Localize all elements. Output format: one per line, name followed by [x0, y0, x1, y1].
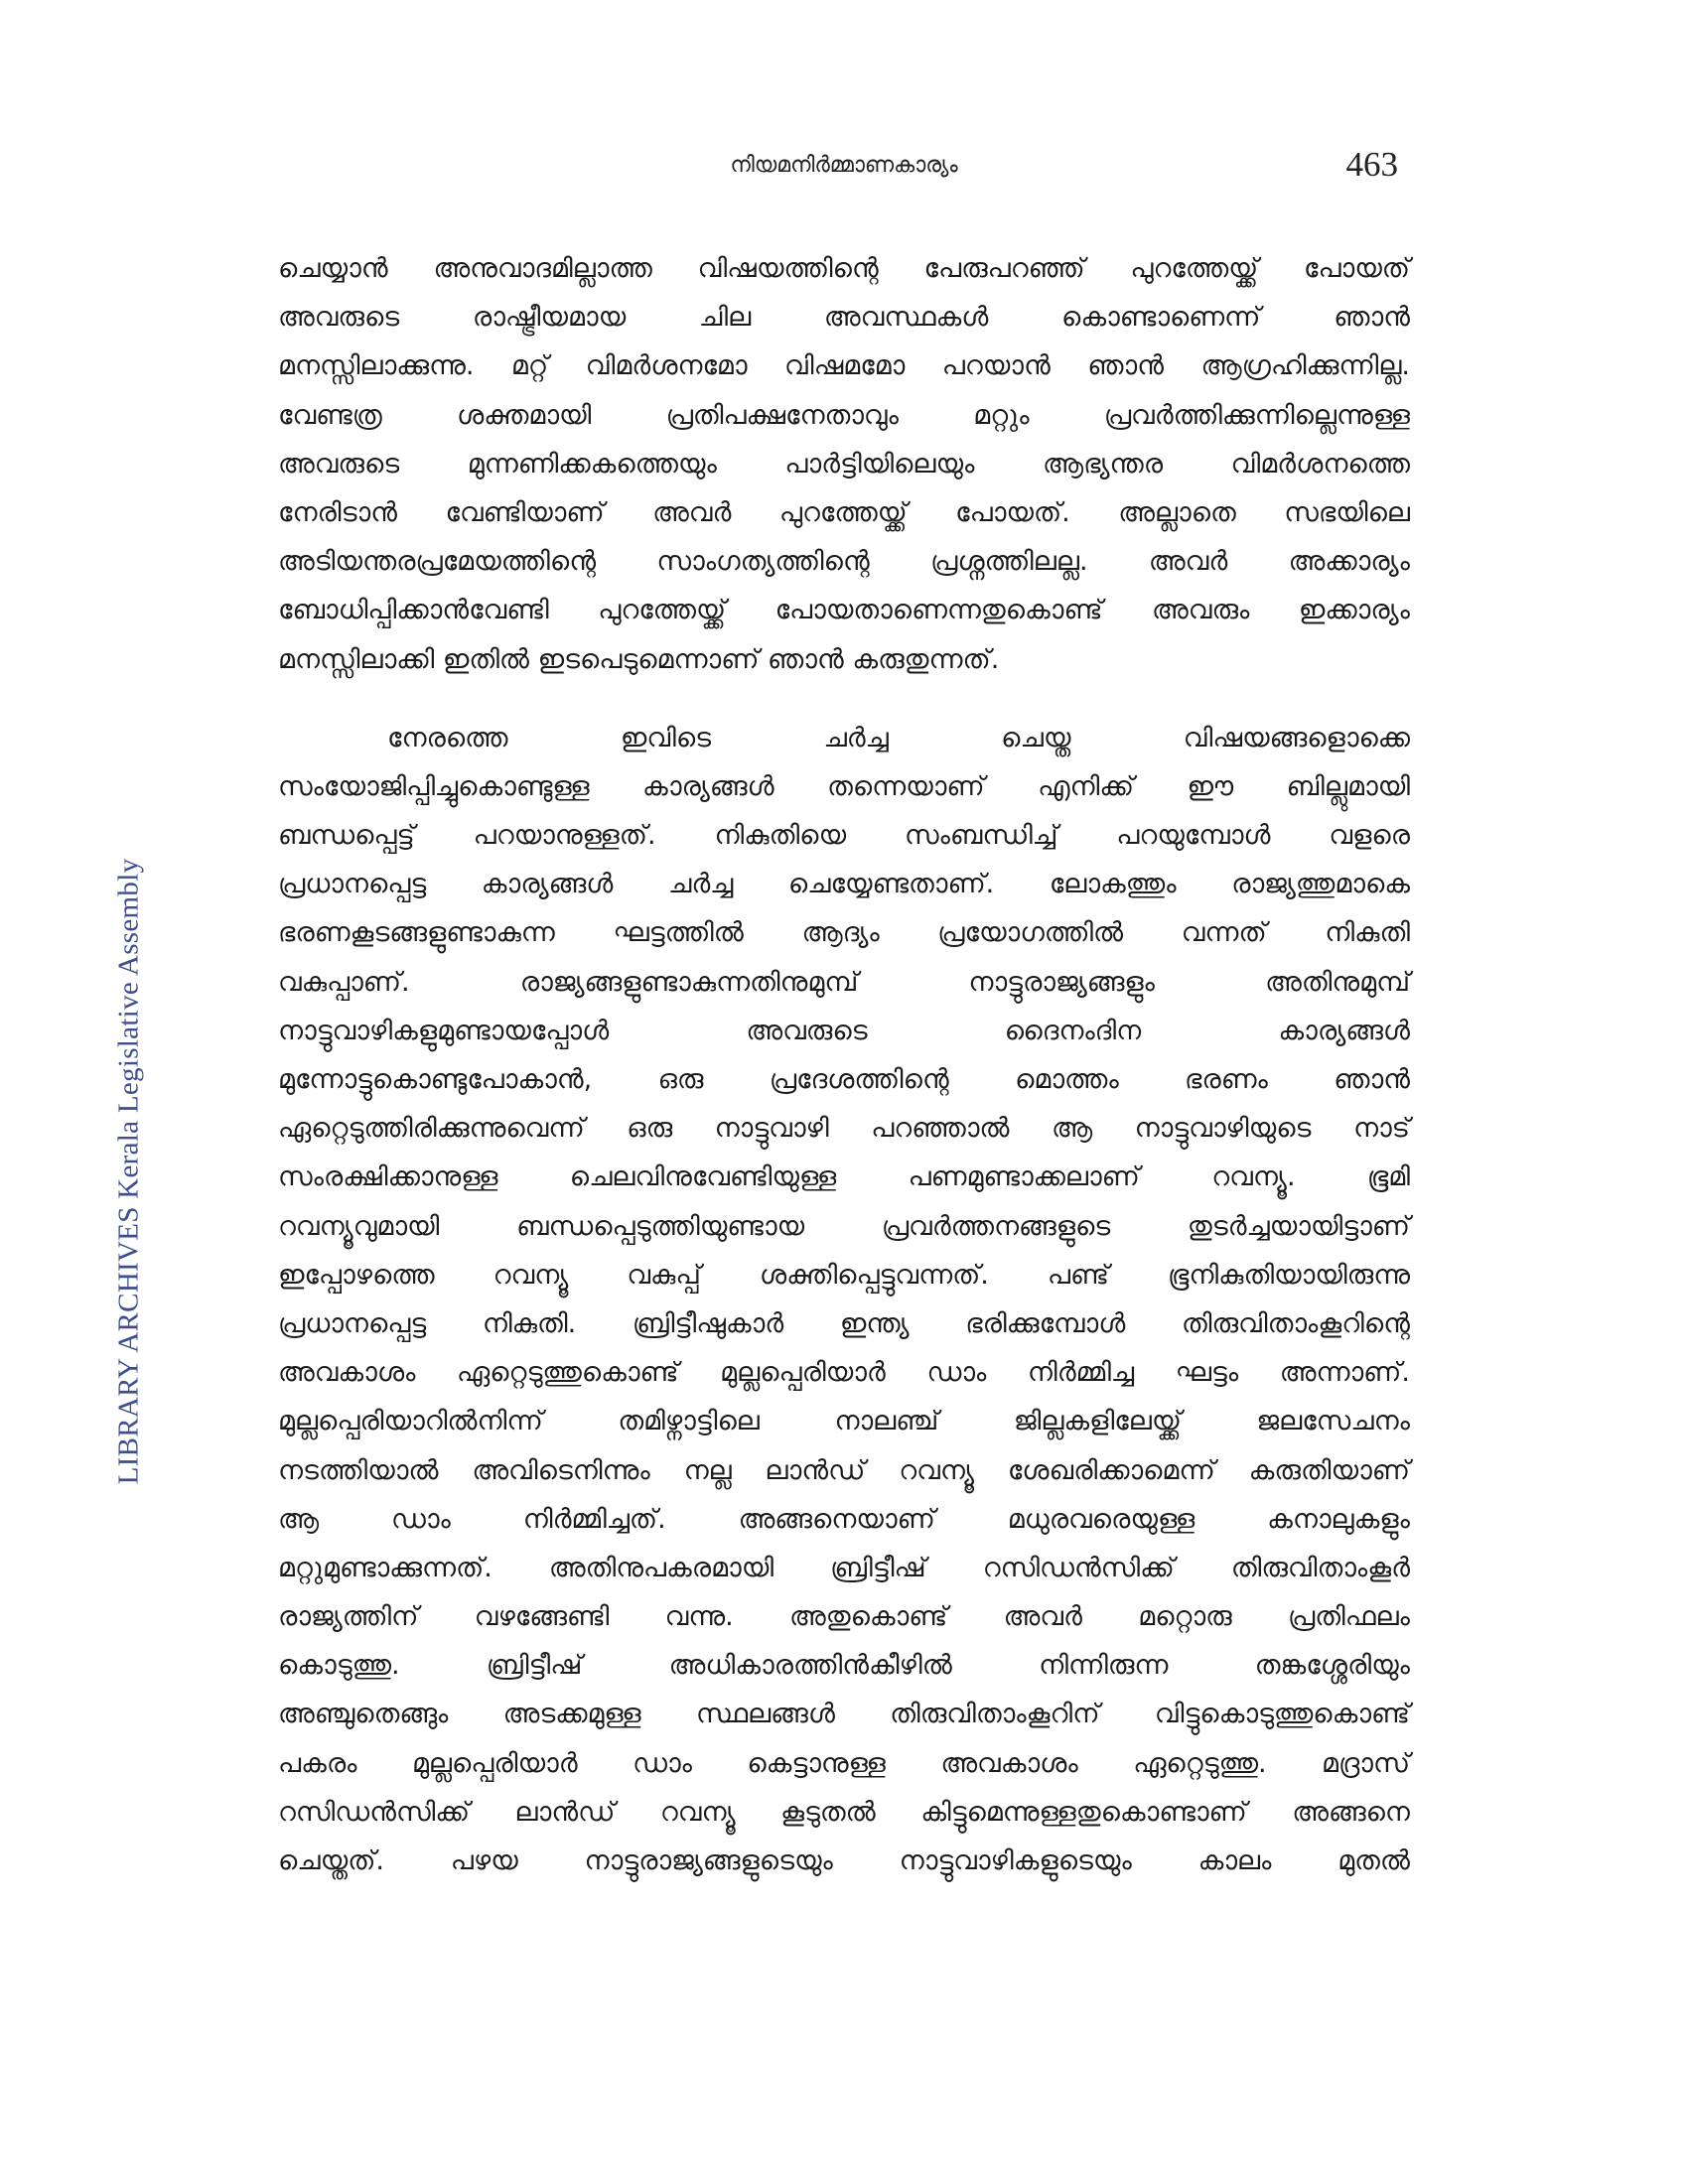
text-line: ആ ഡാം നിർമ്മിച്ചത്. അങ്ങനെയാണ് മധുരവരെയുള്ള കനാലുകളും — [278, 1503, 1410, 1535]
text-line: നേരിടാൻ വേണ്ടിയാണ് അവർ പുറത്തേയ്ക്ക് പോയത്. അല്ലാതെ സഭയിലെ — [278, 496, 1410, 528]
text-line: പ്രധാനപ്പെട്ട നികുതി. ബ്രിട്ടീഷുകാർ ഇന്ത്യ ഭരിക്കുമ്പോൾ തിരുവിതാംകൂറിന്റെ — [278, 1307, 1410, 1339]
text-line: പകരം മുല്ലപ്പെരിയാർ ഡാം കെട്ടാനുള്ള അവകാശം ഏറ്റെടുത്തു. മദ്രാസ് — [278, 1747, 1410, 1779]
text-line: നാട്ടുവാഴികളുമുണ്ടായപ്പോൾ അവരുടെ ദൈനംദിന കാര്യങ്ങൾ — [278, 1015, 1410, 1046]
paragraph-1 — [278, 244, 1410, 684]
text-line: ഇപ്പോഴത്തെ റവന്യൂ വകുപ്പ് ശക്തിപ്പെട്ടുവന്നത്. പണ്ട് ഭൂനികുതിയായിരുന്നു — [278, 1259, 1410, 1291]
text-line: മനസ്സിലാക്കുന്നു. മറ്റ് വിമർശനമോ വിഷമമോ പറയാൻ ഞാൻ ആഗ്രഹിക്കുന്നില്ല. — [278, 350, 1410, 382]
text-line: പ്രധാനപ്പെട്ട കാര്യങ്ങൾ ചർച്ച ചെയ്യേണ്ടതാണ്. ലോകത്തും രാജ്യത്തുമാകെ — [278, 869, 1410, 900]
text-line: റവന്യൂവുമായി ബന്ധപ്പെടുത്തിയുണ്ടായ പ്രവർത്തനങ്ങളുടെ തുടർച്ചയായിട്ടാണ് — [278, 1210, 1410, 1242]
text-line: അടിയന്തരപ്രമേയത്തിന്റെ സാംഗത്യത്തിന്റെ പ്രശ്നത്തിലല്ല. അവർ അക്കാര്യം — [278, 546, 1410, 578]
text-line: ചെയ്യാൻ അനുവാദമില്ലാത്ത വിഷയത്തിന്റെ പേരുപറഞ്ഞ് പുറത്തേയ്ക്ക് പോയത് — [278, 253, 1410, 284]
text-line: ഭരണകൂടങ്ങളുണ്ടാകുന്ന ഘട്ടത്തിൽ ആദ്യം പ്രയോഗത്തിൽ വന്നത് നികുതി — [278, 917, 1410, 949]
paragraph-2 — [278, 714, 1410, 1886]
running-title: നിയമനിർമ്മാണകാര്യം — [730, 153, 958, 178]
text-line: മനസ്സിലാക്കി ഇതിൽ ഇടപെടുമെന്നാണ് ഞാൻ കരുതുന്നത്. — [278, 643, 1000, 675]
text-line: കൊടുത്തു. ബ്രിട്ടീഷ് അധികാരത്തിൻകീഴിൽ നിന്നിരുന്ന തങ്കശ്ശേരിയും — [278, 1650, 1410, 1682]
page-number: 463 — [1345, 145, 1398, 184]
text-line: രാജ്യത്തിന് വഴങ്ങേണ്ടി വന്നു. അതുകൊണ്ട് അവർ മറ്റൊരു പ്രതിഫലം — [278, 1601, 1410, 1633]
text-line: അവരുടെ മുന്നണിക്കകത്തെയും പാർട്ടിയിലെയും ആഭ്യന്തര വിമർശനത്തെ — [278, 448, 1410, 479]
archive-watermark — [0, 0, 145, 1485]
text-line: നേരത്തെ ഇവിടെ ചർച്ച ചെയ്ത വിഷയങ്ങളൊക്കെ — [387, 722, 1410, 753]
text-line: ഏറ്റെടുത്തിരിക്കുന്നുവെന്ന് ഒരു നാട്ടുവാഴി പറഞ്ഞാൽ ആ നാട്ടുവാഴിയുടെ നാട് — [278, 1113, 1410, 1145]
text-line: മറ്റുമുണ്ടാക്കുന്നത്. അതിനുപകരമായി ബ്രിട്ടീഷ് റസിഡൻസിക്ക് തിരുവിതാംകൂർ — [278, 1552, 1410, 1583]
text-line: അവകാശം ഏറ്റെടുത്തുകൊണ്ട് മുല്ലപ്പെരിയാർ ഡാം നിർമ്മിച്ച ഘട്ടം അന്നാണ്. — [278, 1357, 1410, 1389]
text-line: ചെയ്തത്. പഴയ നാട്ടുരാജ്യങ്ങളുടെയും നാട്ടുവാഴികളുടെയും കാലം മുതൽ — [278, 1845, 1410, 1876]
text-line: ബന്ധപ്പെട്ട് പറയാനുള്ളത്. നികുതിയെ സംബന്ധിച്ച് പറയുമ്പോൾ വളരെ — [278, 820, 1410, 852]
text-line: മുന്നോട്ടുകൊണ്ടുപോകാൻ, ഒരു പ്രദേശത്തിന്റെ മൊത്തം ഭരണം ഞാൻ — [278, 1064, 1410, 1095]
text-line: ബോധിപ്പിക്കാൻവേണ്ടി പുറത്തേയ്ക്ക് പോയതാണെന്നതുകൊണ്ട് അവരും ഇക്കാര്യം — [278, 595, 1410, 626]
text-line: വേണ്ടത്ര ശക്തമായി പ്രതിപക്ഷനേതാവും മറ്റും പ്രവർത്തിക്കുന്നില്ലെന്നുള്ള — [278, 399, 1410, 431]
text-line: നടത്തിയാൽ അവിടെനിന്നും നല്ല ലാൻഡ് റവന്യൂ ശേഖരിക്കാമെന്ന് കരുതിയാണ് — [278, 1454, 1410, 1486]
text-line: വകുപ്പാണ്. രാജ്യങ്ങളുണ്ടാകുന്നതിനുമുമ്പ് നാട്ടുരാജ്യങ്ങളും അതിനുമുമ്പ് — [278, 966, 1410, 998]
text-line: മുല്ലപ്പെരിയാറിൽനിന്ന് തമിഴ്നാട്ടിലെ നാലഞ്ച് ജില്ലകളിലേയ്ക്ക് ജലസേചനം — [278, 1406, 1410, 1437]
watermark-text: LIBRARY ARCHIVES Kerala Legislative Assembly — [112, 858, 145, 1485]
text-line: സംരക്ഷിക്കാനുള്ള ചെലവിനുവേണ്ടിയുള്ള പണമുണ്ടാക്കലാണ് റവന്യൂ. ഭൂമി — [278, 1161, 1410, 1193]
text-line: റസിഡൻസിക്ക് ലാൻഡ് റവന്യൂ കൂടുതൽ കിട്ടുമെന്നുള്ളതുകൊണ്ടാണ് അങ്ങനെ — [278, 1796, 1410, 1828]
paragraph-spacer — [278, 684, 1410, 714]
text-line: സംയോജിപ്പിച്ചുകൊണ്ടുള്ള കാര്യങ്ങൾ തന്നെയാണ് എനിക്ക് ഈ ബില്ലുമായി — [278, 770, 1410, 802]
body-text — [278, 244, 1410, 1885]
text-line: അവരുടെ രാഷ്ട്രീയമായ ചില അവസ്ഥകൾ കൊണ്ടാണെന്ന് ഞാൻ — [278, 302, 1410, 334]
text-line: അഞ്ചുതെങ്ങും അടക്കമുള്ള സ്ഥലങ്ങൾ തിരുവിതാംകൂറിന് വിട്ടുകൊടുത്തുകൊണ്ട് — [278, 1699, 1410, 1730]
